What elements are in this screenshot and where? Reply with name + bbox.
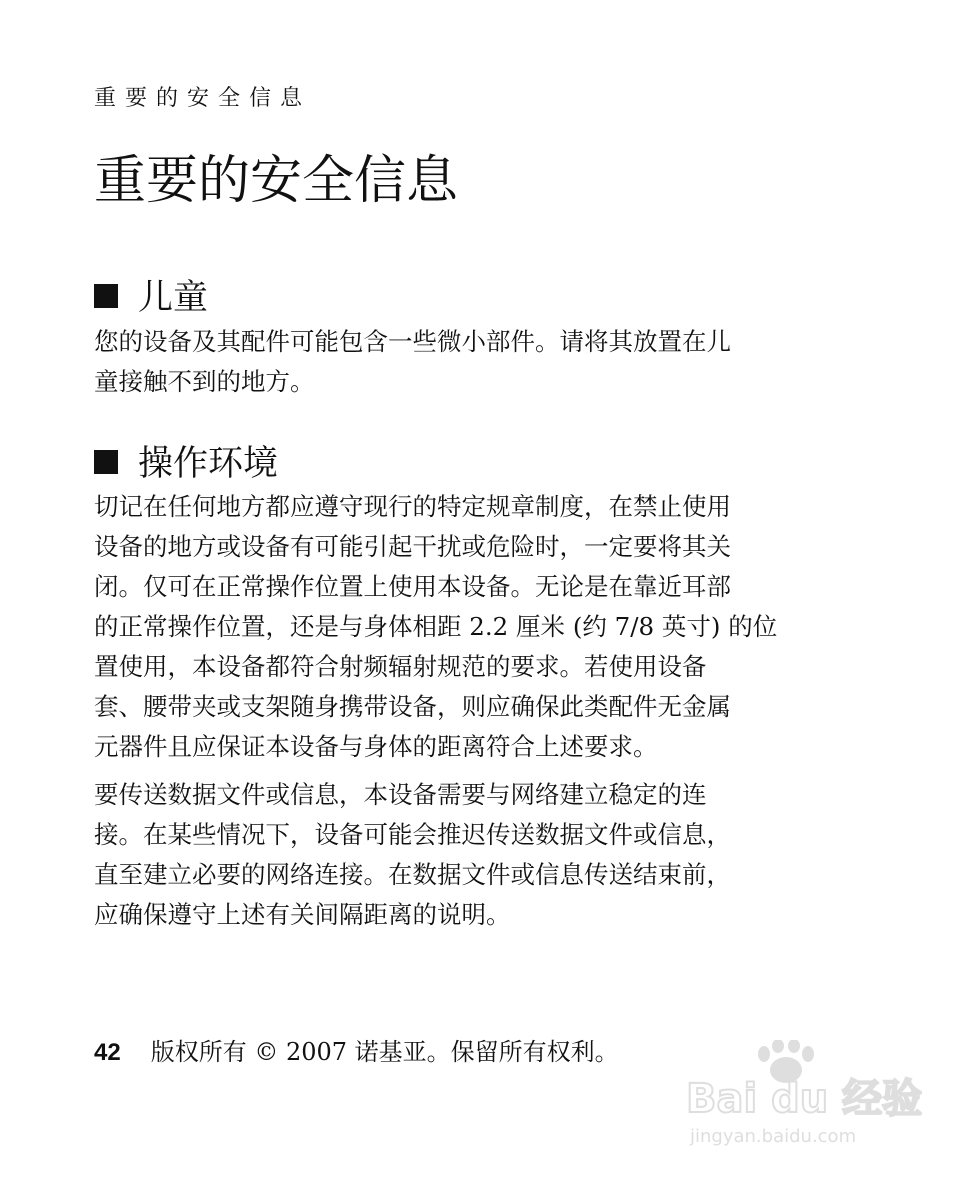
- copyright-notice: 版权所有 © 2007 诺基亚。保留所有权利。: [150, 1038, 619, 1066]
- page-number: 42: [94, 1039, 121, 1066]
- text-line: 设备的地方或设备有可能引起干扰或危险时，一定要将其关: [94, 532, 731, 561]
- section-heading-label: 操作环境: [138, 444, 279, 484]
- square-bullet-icon: [94, 284, 118, 308]
- text-line: 童接触不到的地方。: [94, 367, 315, 396]
- section-heading-environment: [94, 442, 278, 486]
- paragraph-data-transfer: [94, 775, 731, 935]
- text-line: 闭。仅可在正常操作位置上使用本设备。无论是在靠近耳部: [94, 572, 731, 601]
- paragraph-children: [94, 322, 731, 402]
- section-heading-children: [94, 276, 208, 320]
- baidu-jingyan-watermark: [686, 1040, 922, 1150]
- text-line: 应确保遵守上述有关间隔距离的说明。: [94, 900, 511, 929]
- paragraph-environment-rules: [94, 487, 777, 767]
- text-line: 直至建立必要的网络连接。在数据文件或信息传送结束前，: [94, 860, 731, 889]
- text-line: 接。在某些情况下，设备可能会推迟传送数据文件或信息，: [94, 820, 731, 849]
- square-bullet-icon: [94, 450, 118, 474]
- text-line: 您的设备及其配件可能包含一些微小部件。请将其放置在儿: [94, 327, 731, 356]
- running-header: 重要的安全信息: [94, 86, 312, 111]
- page-footer: [94, 1034, 619, 1071]
- text-line: 套、腰带夹或支架随身携带设备，则应确保此类配件无金属: [94, 692, 731, 721]
- text-line: 要传送数据文件或信息，本设备需要与网络建立稳定的连: [94, 780, 707, 809]
- text-line: 的正常操作位置，还是与身体相距 2.2 厘米 (约 7/8 英寸) 的位: [94, 612, 778, 641]
- text-line: 切记在任何地方都应遵守现行的特定规章制度，在禁止使用: [94, 492, 731, 521]
- page-title: 重要的安全信息: [94, 151, 459, 211]
- watermark-url: jingyan.baidu.com: [690, 1126, 857, 1147]
- text-line: 置使用，本设备都符合射频辐射规范的要求。若使用设备: [94, 652, 707, 681]
- watermark-brand: Bai du 经验: [686, 1076, 922, 1122]
- section-heading-label: 儿童: [138, 278, 209, 318]
- text-line: 元器件且应保证本设备与身体的距离符合上述要求。: [94, 732, 658, 761]
